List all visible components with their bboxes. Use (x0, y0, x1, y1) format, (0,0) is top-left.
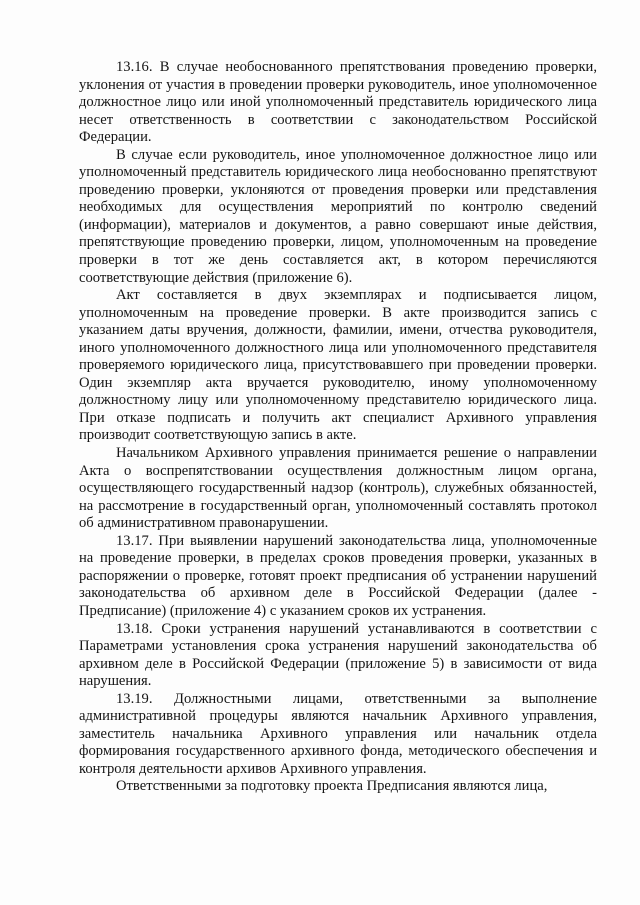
paragraph-obstruction: В случае если руководитель, иное уполномоченное должностное лицо или уполномоченный представитель юридического лица необоснованно препятствуют проведению проверки, уклоняются от проведения проверки или представления необходимых для осуществления мероприятий по контролю сведений (информации), материалов и документов, а равно совершают иные действия, препятствующие проведению проверки, лицом, уполномоченным на проведение проверки в тот же день составляется акт, в котором перечисляются соответствующие действия (приложение 6). (79, 146, 597, 286)
paragraph-13-18: 13.18. Сроки устранения нарушений устанавливаются в соответствии с Параметрами установления срока устранения нарушений законодательства об архивном деле в Российской Федерации (приложение 5) в зависимости от вида нарушения. (79, 620, 597, 690)
paragraph-13-17: 13.17. При выявлении нарушений законодательства лица, уполномоченные на проведение проверки, в пределах сроков проведения проверки, указанных в распоряжении о проверке, готовят проект предписания об устранении нарушений законодательства об архивном деле в Российской Федерации (далее - Предписание) (приложение 4) с указанием сроков их устранения. (79, 532, 597, 619)
paragraph-13-16: 13.16. В случае необоснованного препятствования проведению проверки, уклонения от участия в проведении проверки руководитель, иное уполномоченное должностное лицо или иной уполномоченный представитель юридического лица несет ответственность в соответствии с законодательством Российской Федерации. (79, 59, 597, 146)
paragraph-decision: Начальником Архивного управления принимается решение о направлении Акта о воспрепятствовании осуществления должностным лицом органа, осуществляющего государственный надзор (контроль), служебных обязанностей, на рассмотрение в государственный орган, уполномоченный составлять протокол об административном правонарушении. (79, 445, 597, 532)
paragraph-responsible: Ответственными за подготовку проекта Предписания являются лица, (116, 778, 548, 795)
scan-artifact (185, 0, 280, 4)
paragraph-act: Акт составляется в двух экземплярах и подписывается лицом, уполномоченным на проведение проверки. В акте производится запись с указанием даты вручения, должности, фамилии, имени, отчества руководителя, иного уполномоченного должностного лица или уполномоченного представителя проверяемого юридического лица, присутствовавшего при проведении проверки. Один экземпляр акта вручается руководителю, иному уполномоченному должностному лицу или уполномоченному представителю юридического лица. При отказе подписать и получить акт специалист Архивного управления производит соответствующую запись в акте. (79, 287, 597, 444)
document-body (79, 59, 597, 796)
paragraph-13-19: 13.19. Должностными лицами, ответственными за выполнение административной процедуры являются начальник Архивного управления, заместитель начальника Архивного управления или начальник отдела формирования государственного архивного фонда, методического обеспечения и контроля деятельности архивов Архивного управления. (79, 690, 597, 777)
